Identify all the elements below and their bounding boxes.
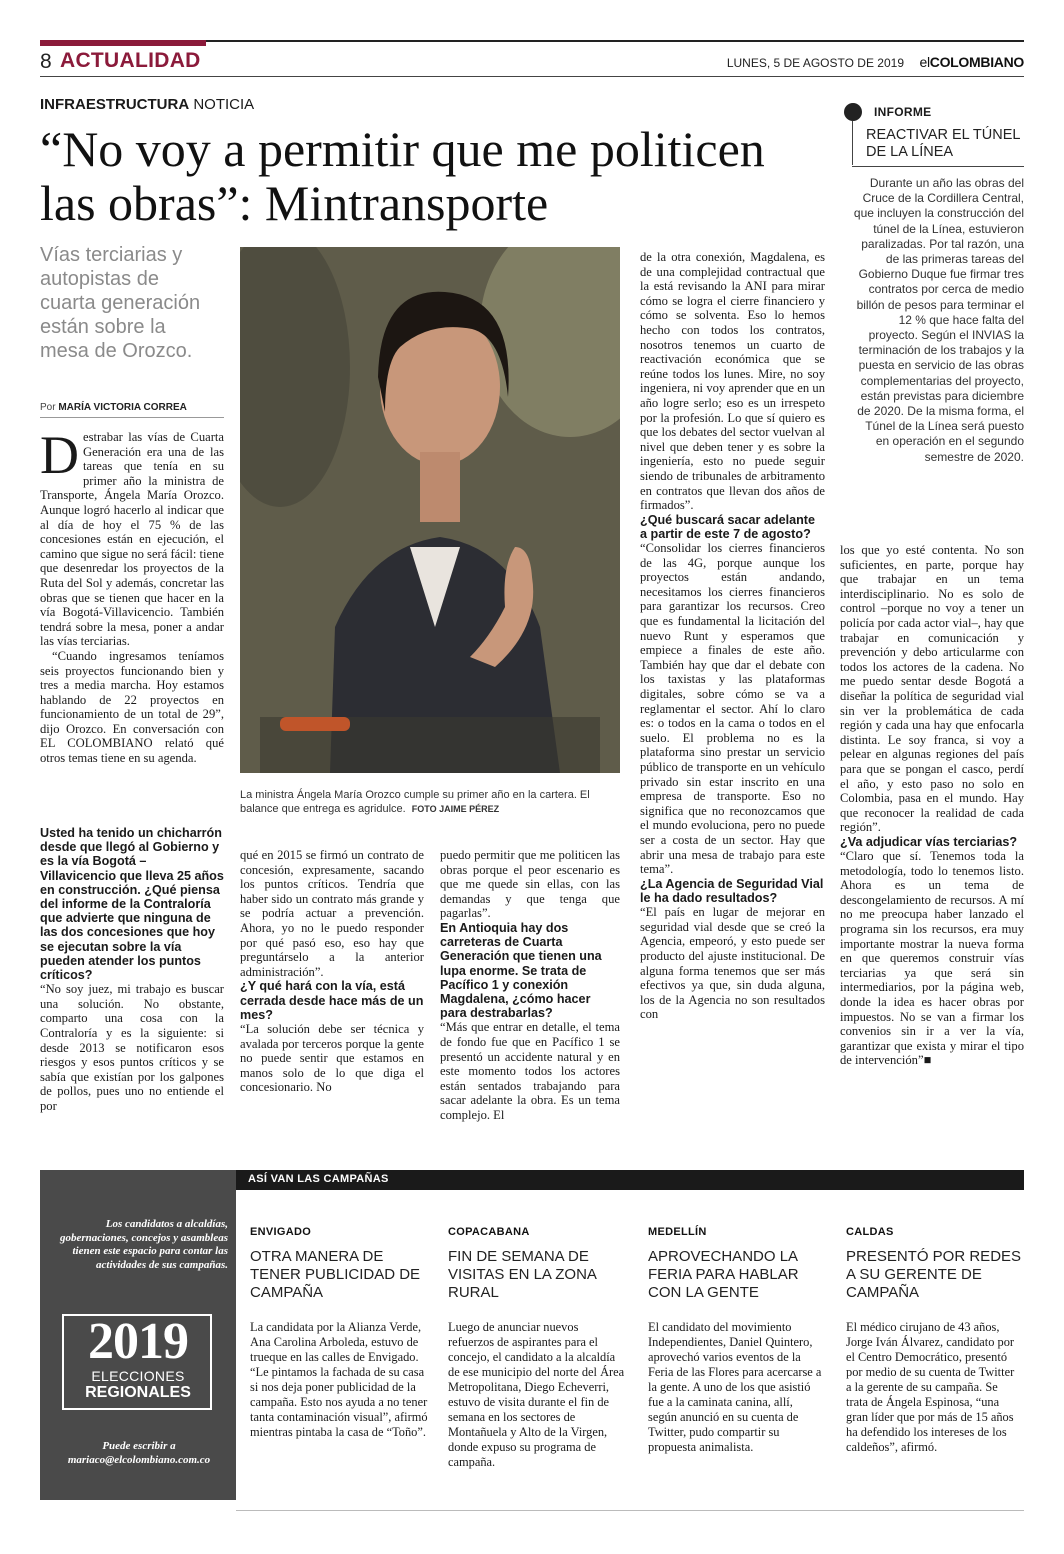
elections-logo-line2: REGIONALES xyxy=(85,1384,191,1401)
informe-rule xyxy=(852,166,1024,167)
byline-rule xyxy=(40,417,224,418)
interview-answer-continued: de la otra conexión, Magdalena, es de una complejidad contractual que la está revisando la ANI para mirar cómo se logra el cierre financiero y cómo se solventa. Eso lo hemos hecho con todos los contratos, nosotros tenemos un cuarto de reactivación económica que se reúne todos los lunes. Mire, no soy ingeniera, ni voy aprender que en un año logre serlo; eso es un irrespeto por la profesión. Lo que sí quiero es que los debates del sector vuelvan al nivel que deben tener y es sobre la ingeniería, esto no puede seguir siendo de tribunales de arbitramento en contratos que llevan dos años de firmados”. xyxy=(640,250,825,513)
interview-question: ¿Y qué hará con la vía, está cerrada desde hace más de un mes? xyxy=(240,979,424,1022)
paragraph: “Cuando ingresamos teníamos seis proyectos funcionando bien y tres a media marcha. Hoy estamos hablando de 22 proyectos en funcionamiento de un total de 29”, dijo Orozco. En conversación con EL COLOMBIANO relató qué otros temas tiene en su agenda. xyxy=(40,648,224,766)
lead-paragraph: estrabar las vías de Cuarta Generación era una de las tareas que tenía en su primer año la ministra de Transporte, Ángela María Orozco. Aunque logró hacerlo al indicar que al día de hoy el 75 % de las concesiones están en ejecución, el camino que sigue no será fácil: tiene que desenredar los proyectos de la Ruta del Sol y además, concretar las obras que se tienen que hacer en la vía Bogotá-Villavicencio. También tendrá sobre la mesa, poner a andar las vías terciarias. xyxy=(40,430,224,649)
interview-question: Usted ha tenido un chicharrón desde que llegó al Gobierno y es la vía Bogotá – Villavicencio que lleva 25 años en construcción. ¿Qué piensa del informe de la Contraloría que advierte que ninguna de las dos concesiones que hoy se ejecutan sobre la vía pueden atender los puntos críticos? xyxy=(40,826,224,983)
interview-question: ¿La Agencia de Seguridad Vial le ha dado resultados? xyxy=(640,876,824,905)
campaign-place: CALDAS xyxy=(846,1226,894,1238)
interview-answer: “No soy juez, mi trabajo es buscar una solución. No obstante, comparto una cosa con la Contraloría y es la siguiente: si desde 2013 se notificaron esos riesgos y esos puntos críticos y se sabía que existían por los galpones de pollos, pues uno no entiende el por xyxy=(40,982,224,1113)
informe-body: Durante un año las obras del Cruce de la Cordillera Central, que incluyen la construcción del túnel de la Línea, estuvieron paralizadas. Por tal razón, una de las primeras tareas del Gobierno Duque fue firmar tres contratos por cerca de medio billón de pesos para terminar el 12 % que hace falta del proyecto. Según el INVIAS la terminación de los trabajos y la puesta en servicio de las obras complementarias del proyecto, están previstas para diciembre de 2020. De la misma forma, el Túnel de la Línea será puesto en operación en el segundo semestre de 2020. xyxy=(853,176,1024,464)
campaign-item-envigado xyxy=(250,1226,430,1440)
byline-author: MARÍA VICTORIA CORREA xyxy=(58,402,187,413)
article-column-1 xyxy=(40,425,224,766)
article-column-2 xyxy=(240,848,424,1095)
article-column-5 xyxy=(840,543,1024,1068)
publication-date: LUNES, 5 DE AGOSTO DE 2019 xyxy=(726,56,904,70)
interview-question: En Antioquia hay dos carreteras de Cuarta Generación que tienen una lupa enorme. Se trata de Pacífico 1 y conexión Magdalena, ¿cómo hacer para destrabarlas? xyxy=(440,920,602,1021)
campaigns-title: ASÍ VAN LAS CAMPAÑAS xyxy=(248,1173,389,1185)
informe-vertical-rule xyxy=(852,121,853,165)
informe-label: INFORME xyxy=(874,105,932,119)
campaign-place: COPACABANA xyxy=(448,1226,530,1238)
interview-answer-continued: qué en 2015 se firmó un contrato de concesión, expresamente, sacando los puntos críticos. Tendría que haber sido un contrato más grande y se podría actuar a prevención. Ahora, yo no le puedo responder por qué pasó eso, eso hay que preguntárselo a la anterior administración”. xyxy=(240,848,424,979)
byline-prefix: Por xyxy=(40,402,56,413)
interview-question: ¿Va adjudicar vías terciarias? xyxy=(840,834,1018,849)
campaign-headline: OTRA MANERA DE TENER PUBLICIDAD DE CAMPAÑA xyxy=(250,1248,421,1301)
campaign-headline: FIN DE SEMANA DE VISITAS EN LA ZONA RURAL xyxy=(448,1248,597,1301)
campaigns-contact: Puede escribir a mariaco@elcolombiano.com.co xyxy=(67,1440,211,1466)
interview-answer: “El país en lugar de mejorar en seguridad vial desde que se creó la Agencia, empeoró, y esto puede ser producto del ajuste institucional. De alguna forma tenemos que ser más efectivos ya que, sin duda alguna, los de la Agencia no son resultados con xyxy=(640,905,825,1022)
kicker xyxy=(40,96,254,113)
campaign-body: La candidata por la Alianza Verde, Ana Carolina Arboleda, estuvo de trueque en las calles de Envigado. “Le pintamos la fachada de su casa si nos deja poner publicidad de la campaña. Esto nos ayuda a no tener tanta contaminación visual”, afirmó mientras pintaba la casa de “Toño”. xyxy=(250,1320,428,1439)
photo-caption xyxy=(240,788,620,816)
article-column-3 xyxy=(440,848,620,1123)
campaign-place: ENVIGADO xyxy=(250,1226,312,1238)
campaign-body: Luego de anunciar nuevos refuerzos de aspirantes para el concejo, el candidato a la alcaldía de ese municipio del norte del Área Metropolitana, Diego Echeverri, estuvo de visita durante el fin de semana en los sectores de Montañuela y Alto de la Virgen, donde expuso su programa de campaña. xyxy=(448,1320,625,1469)
drop-cap: D xyxy=(40,425,79,485)
minister-photo xyxy=(240,247,620,773)
campaign-item-medellin xyxy=(648,1226,824,1455)
interview-answer: “Más que entrar en detalle, el tema de fondo fue que en Pacífico 1 se presentó un accidente natural y en este momento todos los actores están sentados trabajando para sacar adelante la obra. Es un tema complejo. El xyxy=(440,1020,620,1122)
caption-text: La ministra Ángela María Orozco cumple su primer año en la cartera. El balance que entrega es agridulce. xyxy=(240,789,590,815)
headline: “No voy a permitir que me politicen las obras”: Mintransporte xyxy=(40,121,765,231)
deck: Vías terciarias y autopistas de cuarta generación están sobre la mesa de Orozco. xyxy=(40,244,201,362)
interview-question: ¿Qué buscará sacar adelante a partir de este 7 de agosto? xyxy=(640,512,815,541)
section-name: ACTUALIDAD xyxy=(60,49,201,72)
interview-answer-text: “Claro que sí. Tenemos toda la metodología, todo lo tenemos listo. Ahora es un tema de descongelamiento de recursos. A mí no me preocupa haber lanzado el programa sin los recursos, era muy importante mostrar la nueva forma en que queremos construir vías terciarias ya que será sin intermediarios, por la página web, donde la idea es hacer obras por impuestos. No se van a firmar los convenios sin ir a ver la vía, garantizar que exista y mirar el tipo de intervención” xyxy=(840,849,1024,1068)
header-rule xyxy=(40,76,1024,77)
section-tab-bar xyxy=(40,40,206,46)
campaign-place: MEDELLÍN xyxy=(648,1226,707,1238)
kicker-topic: INFRAESTRUCTURA xyxy=(40,96,190,113)
page-number: 8 xyxy=(40,50,52,73)
photo-credit: FOTO JAIME PÉREZ xyxy=(411,804,500,814)
campaign-body: El médico cirujano de 43 años, Jorge Iván Álvarez, candidato por el Centro Democrático, presentó por medio de su cuenta de Twitter a la gerente de su campaña. Se trata de Ángela Espinosa, “una gran líder que por más de 15 años ha defendido los intereses de los caldeños”, afirmó. xyxy=(846,1320,1015,1454)
campaign-headline: PRESENTÓ POR REDES A SU GERENTE DE CAMPAÑA xyxy=(846,1248,1022,1301)
masthead-logo xyxy=(919,54,1024,70)
elections-logo-year: 2019 xyxy=(88,1313,188,1370)
masthead-name: COLOMBIANO xyxy=(929,54,1024,70)
campaigns-blurb: Los candidatos a alcaldías, gobernaciones, concejos y asambleas tienen este espacio para contar las actividades de sus campañas. xyxy=(59,1218,228,1271)
bottom-rule xyxy=(236,1510,1024,1511)
interview-answer xyxy=(840,849,1024,1068)
article-column-4 xyxy=(640,250,825,1022)
photo-illustration xyxy=(240,247,620,773)
interview-answer-continued: puedo permitir que me politicen las obras porque el peor escenario es que me quede sin ellas, con las demandas y que tenga que pagarlas”. xyxy=(440,848,620,921)
end-mark: ■ xyxy=(923,1053,932,1068)
campaign-body: El candidato del movimiento Independientes, Daniel Quintero, aprovechó varios eventos de la Feria de las Flores para acercarse a la gente. A uno de los que asistió fue a la caminata canina, allí, según anunció en su cuenta de Twitter, pudo compartir su propuesta animalista. xyxy=(648,1320,822,1454)
campaign-item-caldas xyxy=(846,1226,1022,1455)
informe-icon xyxy=(844,103,862,121)
campaign-item-copacabana xyxy=(448,1226,626,1470)
article-column-1-bottom xyxy=(40,826,224,1114)
interview-answer-continued: los que yo esté contenta. No son suficientes, en parte, porque hay que trabajar en un tema interdisciplinario. No es solo de control –porque no voy a tener un policía por cada actor vial–, hay que trabajar en comunicación y prevención y debo articularme con todos los actores de la cadena. No me puedo sentar desde Bogotá a diseñar la política de seguridad vial sin ver la problemática de cada región y cada una hay que enfocarla distinta. Le soy franca, si voy a pelear en algunas regiones del país para que se pongan el casco, perdí el año, y esto paso no solo en Colombia, pasa en el mundo. Hay que reconocer la realidad de cada región”. xyxy=(840,543,1024,835)
informe-title: REACTIVAR EL TÚNEL DE LA LÍNEA xyxy=(866,127,1020,160)
campaign-headline: APROVECHANDO LA FERIA PARA HABLAR CON LA GENTE xyxy=(648,1248,799,1301)
elections-logo-line1: ELECCIONES xyxy=(91,1368,185,1384)
kicker-type: NOTICIA xyxy=(193,96,255,113)
masthead-prefix: el xyxy=(919,54,930,70)
interview-answer: “La solución debe ser técnica y avalada por terceros porque la gente no puede sentir que estamos en manos solo de lo que diga el concesionario. No xyxy=(240,1021,424,1095)
interview-answer: “Consolidar los cierres financieros de las 4G, porque aunque los proyectos están andando, necesitamos los cierres financieros para garantizar los recursos. Creo que es fundamental la licitación del nuevo Runt y esperamos que empiece a finales de este año. También hay que dar el debate con los taxistas y las plataformas digitales, sobre cómo se va a reglamentar el sector. Ahí lo claro es: o todos en la cama o todos en el suelo. El problema no es la plataforma sino prestar un servicio público de transporte en un vehículo privado sin estar inscrito en una empresa de transporte. Eso no significa que no reconozcamos que el mundo evoluciona, pero no puede ser a costa de un sector. Hay que abrir una mesa de trabajo para este tema”. xyxy=(640,541,825,877)
byline xyxy=(40,402,224,413)
